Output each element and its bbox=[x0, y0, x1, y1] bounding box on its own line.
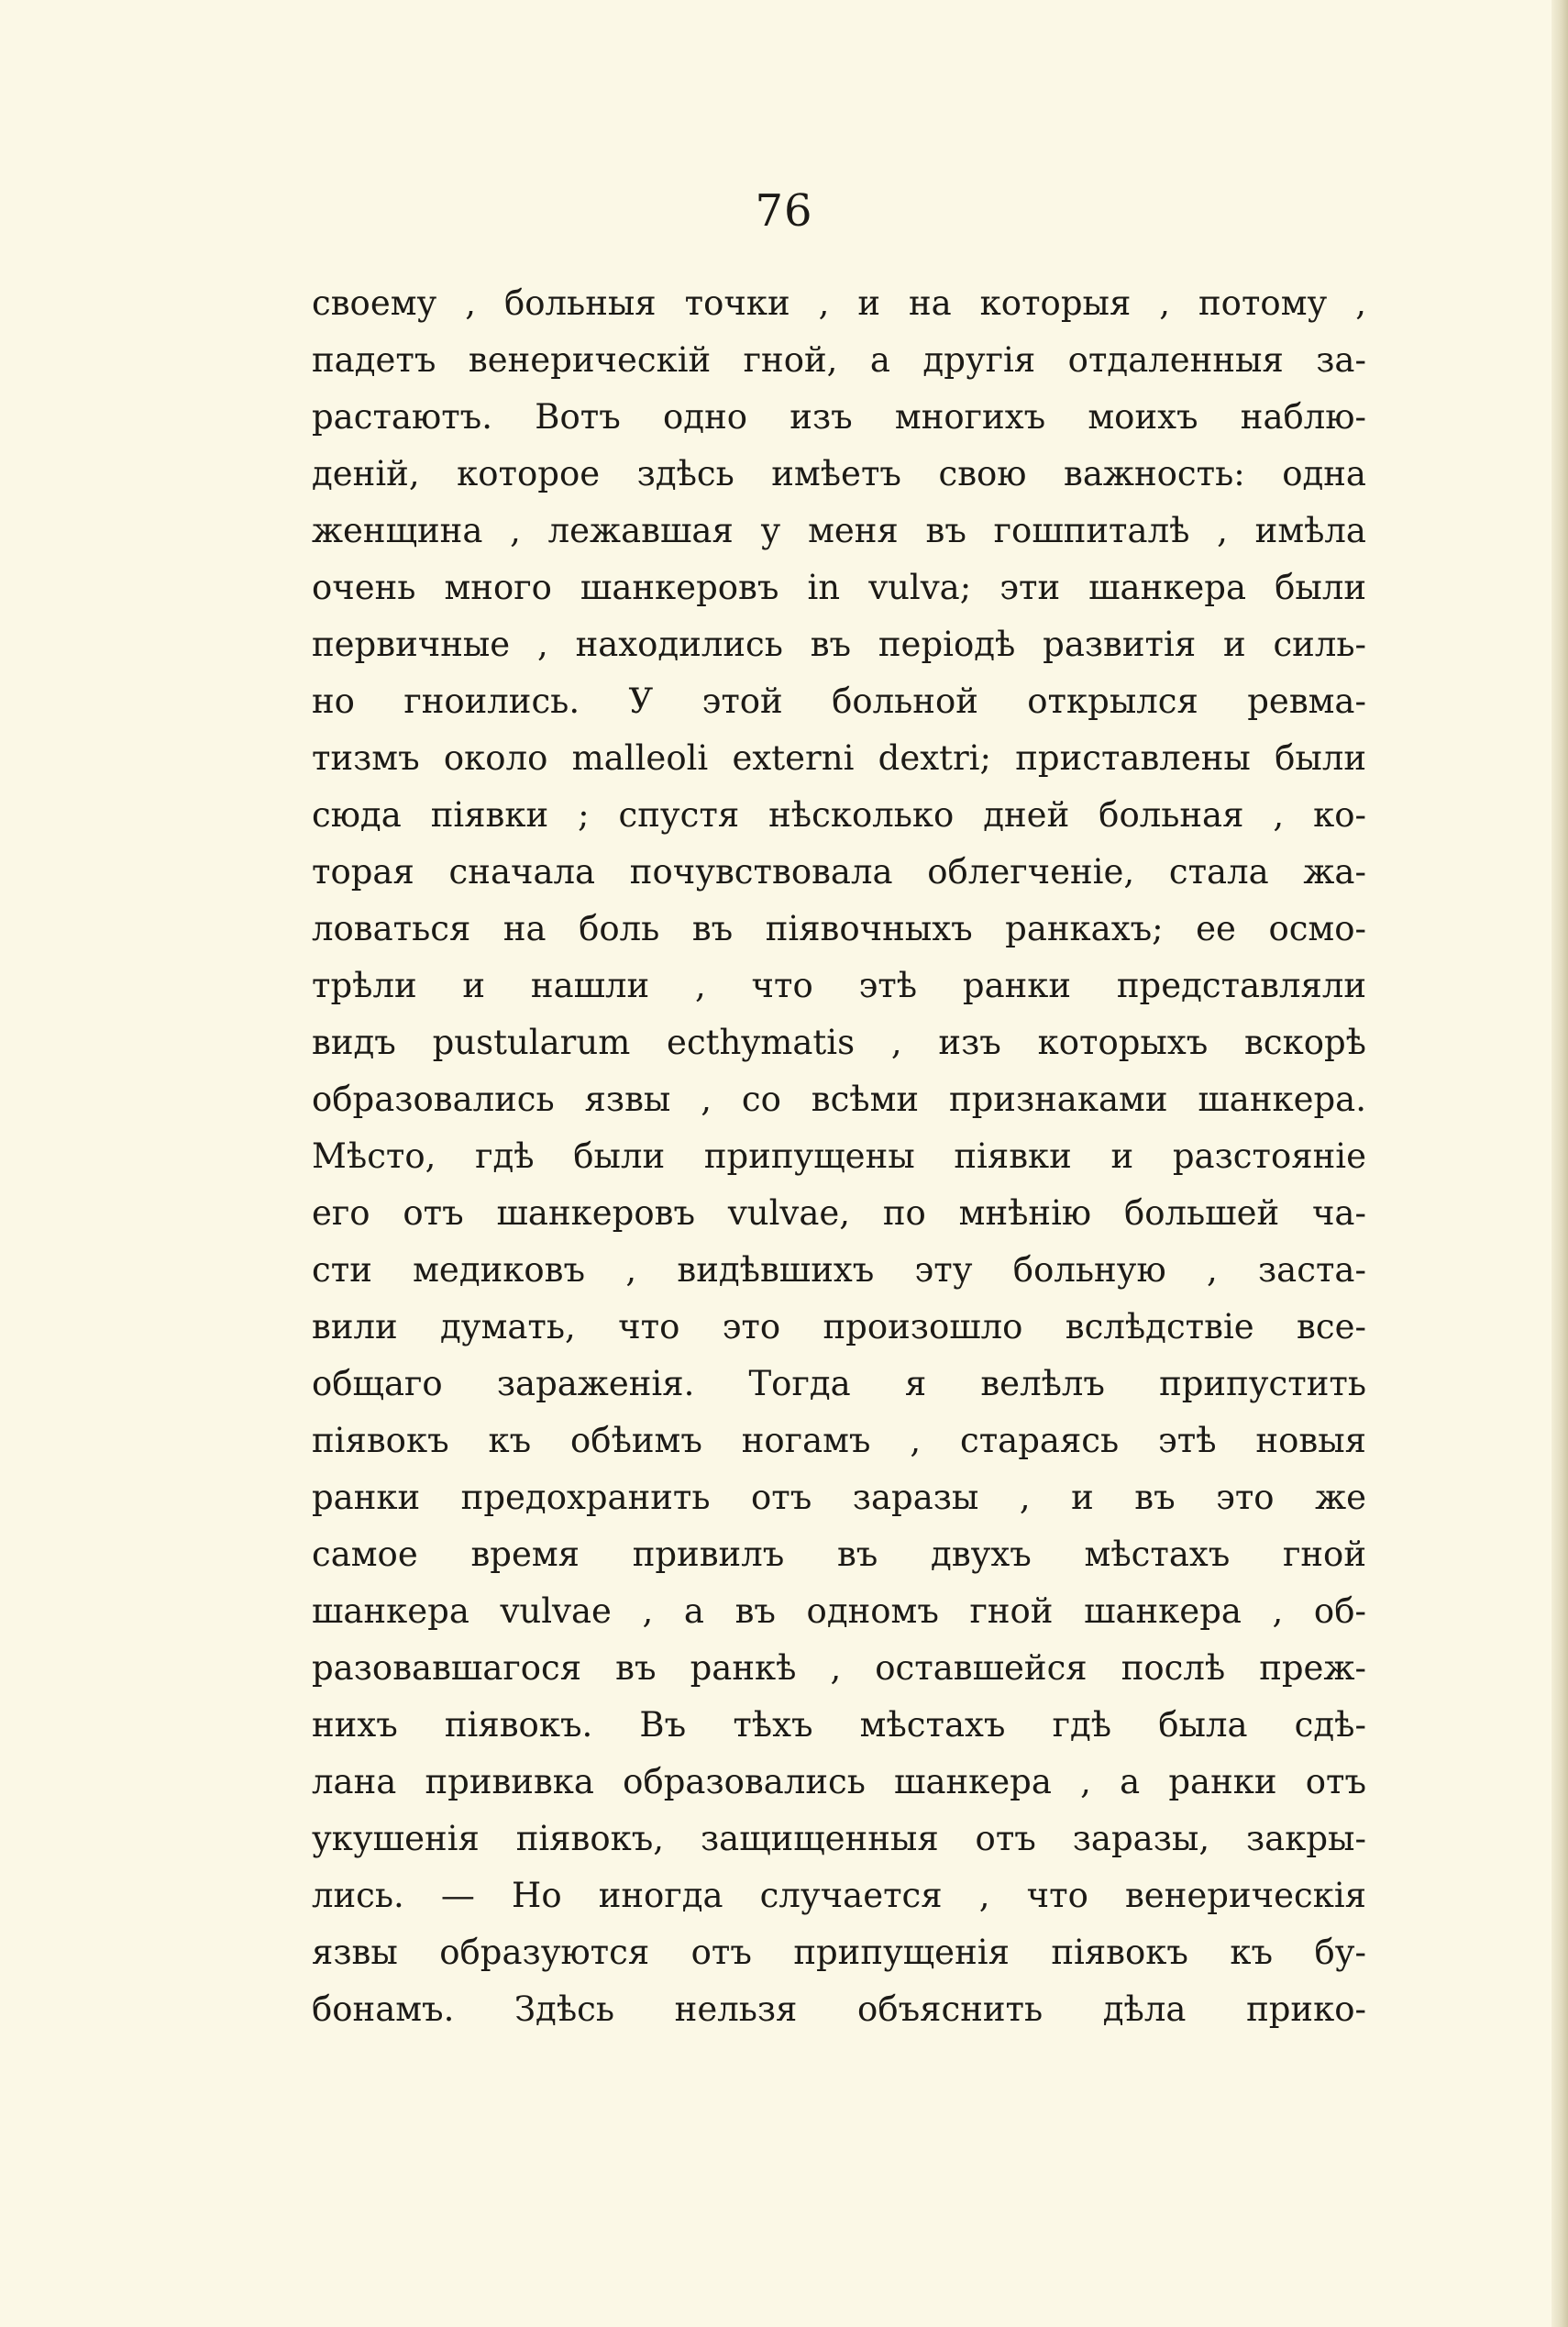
text-line: язвы образуются отъ припущенія піявокъ къ бу- bbox=[312, 1933, 1366, 1972]
text-line: общаго зараженія. Тогда я велѣлъ припустить bbox=[312, 1364, 1366, 1403]
text-line: ранки предохранить отъ заразы , и въ это же bbox=[312, 1478, 1366, 1517]
text-line: его отъ шанкеровъ vulvae, по мнѣнію большей ча- bbox=[312, 1193, 1366, 1233]
text-line: нихъ піявокъ. Въ тѣхъ мѣстахъ гдѣ была сдѣ- bbox=[312, 1705, 1366, 1745]
body-text bbox=[312, 275, 1366, 2038]
text-line: укушенія піявокъ, защищенныя отъ заразы, закры- bbox=[312, 1819, 1366, 1858]
text-line: деній, которое здѣсь имѣетъ свою важность: одна bbox=[312, 454, 1366, 493]
text-line: Мѣсто, гдѣ были припущены піявки и разстояніе bbox=[312, 1136, 1366, 1176]
text-line: сюда піявки ; спустя нѣсколько дней больная , ко- bbox=[312, 795, 1366, 835]
text-line: тизмъ около malleoli externi dextri; приставлены были bbox=[312, 738, 1366, 778]
text-line: падетъ венерическій гной, а другія отдаленныя за- bbox=[312, 340, 1366, 380]
text-line: женщина , лежавшая у меня въ гошпиталѣ , имѣла bbox=[312, 511, 1366, 550]
text-line: піявокъ къ обѣимъ ногамъ , стараясь этѣ новыя bbox=[312, 1421, 1366, 1460]
text-line: растаютъ. Вотъ одно изъ многихъ моихъ наблю- bbox=[312, 397, 1366, 437]
text-line: шанкера vulvae , а въ одномъ гной шанкера , об- bbox=[312, 1591, 1366, 1631]
text-line: лись. — Но иногда случается , что венерическія bbox=[312, 1876, 1366, 1915]
text-line: сти медиковъ , видѣвшихъ эту больную , заста- bbox=[312, 1250, 1366, 1290]
text-line: лана прививка образовались шанкера , а ранки отъ bbox=[312, 1762, 1366, 1801]
text-line: первичные , находились въ періодѣ развитія и силь- bbox=[312, 625, 1366, 664]
text-line: трѣли и нашли , что этѣ ранки представляли bbox=[312, 966, 1366, 1005]
text-line: торая сначала почувствовала облегченіе, стала жа- bbox=[312, 852, 1366, 892]
text-line: вили думать, что это произошло вслѣдствіе все- bbox=[312, 1307, 1366, 1346]
text-line: ловаться на боль въ піявочныхъ ранкахъ; ее осмо- bbox=[312, 909, 1366, 948]
text-line: видъ pustularum ecthymatis , изъ которыхъ вскорѣ bbox=[312, 1023, 1366, 1062]
text-line: очень много шанкеровъ in vulva; эти шанкера были bbox=[312, 568, 1366, 607]
page-edge bbox=[1551, 0, 1568, 2327]
text-line: бонамъ. Здѣсь нельзя объяснить дѣла прико- bbox=[312, 1989, 1366, 2029]
text-line: образовались язвы , со всѣми признаками шанкера. bbox=[312, 1080, 1366, 1119]
text-line: самое время привилъ въ двухъ мѣстахъ гной bbox=[312, 1535, 1366, 1574]
text-line: своему , больныя точки , и на которыя , потому , bbox=[312, 283, 1366, 323]
text-line: разовавшагося въ ранкѣ , оставшейся послѣ преж- bbox=[312, 1648, 1366, 1688]
text-line: но гноились. У этой больной открылся ревма- bbox=[312, 681, 1366, 721]
page-number: 76 bbox=[755, 185, 813, 237]
